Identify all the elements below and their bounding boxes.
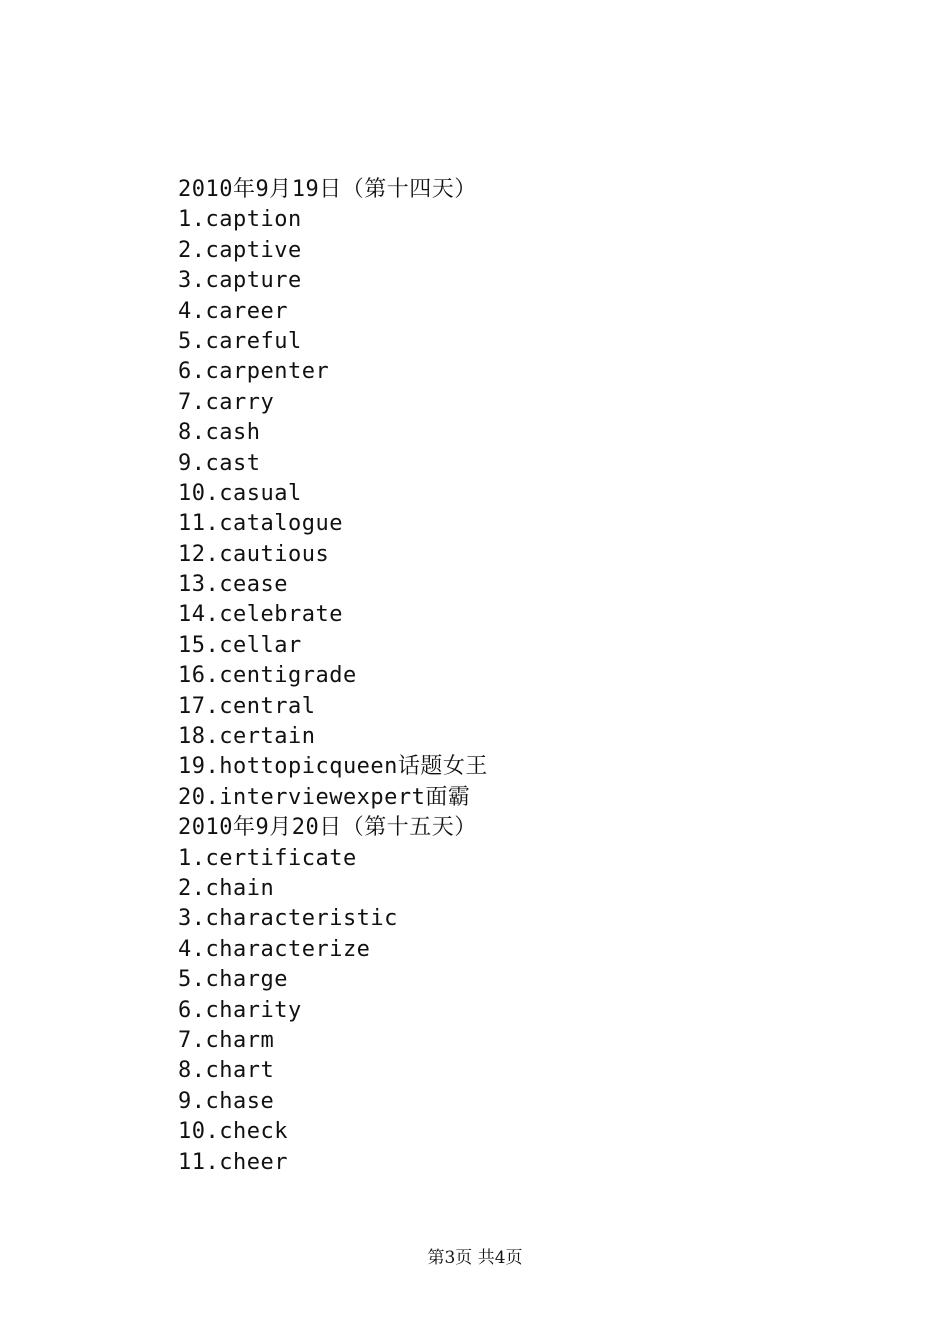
list-item: 6.charity bbox=[178, 997, 302, 1023]
list-item: 8.chart bbox=[178, 1058, 275, 1084]
list-item: 20.interviewexpert面霸 bbox=[178, 784, 471, 810]
list-item: 3.capture bbox=[178, 268, 302, 294]
list-item: 14.celebrate bbox=[178, 602, 343, 628]
list-item: 5.charge bbox=[178, 967, 288, 993]
list-item: 7.carry bbox=[178, 389, 275, 415]
list-item: 16.centigrade bbox=[178, 663, 357, 689]
list-item: 9.chase bbox=[178, 1088, 275, 1114]
list-item: 18.certain bbox=[178, 724, 316, 750]
list-item: 7.charm bbox=[178, 1027, 275, 1053]
list-item: 4.career bbox=[178, 298, 288, 324]
list-item: 5.careful bbox=[178, 328, 302, 354]
list-item: 17.central bbox=[178, 693, 316, 719]
list-item: 2.captive bbox=[178, 237, 302, 263]
section-heading: 2010年9月20日（第十五天） bbox=[178, 815, 477, 841]
list-item: 9.cast bbox=[178, 450, 261, 476]
list-item: 3.characteristic bbox=[178, 906, 398, 932]
list-item: 8.cash bbox=[178, 420, 261, 446]
list-item: 6.carpenter bbox=[178, 359, 330, 385]
list-item: 11.cheer bbox=[178, 1149, 288, 1175]
document-body bbox=[178, 175, 488, 1178]
list-item: 1.caption bbox=[178, 207, 302, 233]
page-footer: 第3页 共4页 bbox=[427, 1248, 523, 1268]
list-item: 2.chain bbox=[178, 875, 275, 901]
list-item: 10.check bbox=[178, 1119, 288, 1145]
list-item: 19.hottopicqueen话题女王 bbox=[178, 754, 488, 780]
list-item: 12.cautious bbox=[178, 541, 330, 567]
list-item: 4.characterize bbox=[178, 936, 371, 962]
list-item: 11.catalogue bbox=[178, 511, 343, 537]
list-item: 10.casual bbox=[178, 480, 302, 506]
list-item: 1.certificate bbox=[178, 845, 357, 871]
list-item: 13.cease bbox=[178, 572, 288, 598]
list-item: 15.cellar bbox=[178, 632, 302, 658]
section-heading: 2010年9月19日（第十四天） bbox=[178, 177, 477, 202]
